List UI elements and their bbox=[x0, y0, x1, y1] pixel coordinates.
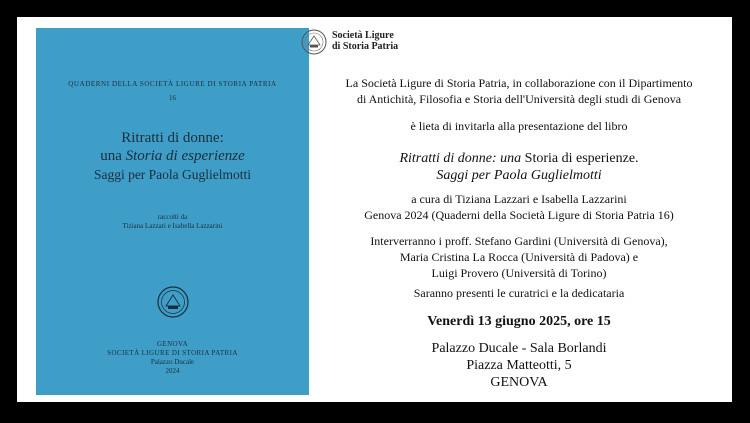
invitation-sheet bbox=[17, 17, 732, 402]
venue-line1: Palazzo Ducale - Sala Borlandi bbox=[431, 341, 607, 356]
cover-editors: Tiziana Lazzari e Isabella Lazzarini bbox=[122, 222, 223, 230]
logo-line2: di Storia Patria bbox=[332, 41, 399, 52]
book-title-italic: Ritratti di donne: una bbox=[399, 151, 522, 166]
venue-line3: GENOVA bbox=[490, 375, 548, 390]
venue-line2: Piazza Matteotti, 5 bbox=[466, 358, 572, 373]
cover-city: GENOVA bbox=[156, 340, 189, 348]
book-title bbox=[309, 150, 729, 167]
cover-seal-icon bbox=[157, 286, 189, 318]
cover-palace: Palazzo Ducale bbox=[150, 358, 195, 366]
event-date: Venerdì 13 giugno 2025, ore 15 bbox=[427, 314, 611, 329]
society-logo-text bbox=[332, 30, 398, 52]
speakers-line1: Interverranno i proff. Stefano Gardini (Università di Genova), bbox=[370, 234, 668, 248]
cover-subtitle: Saggi per Paola Guglielmotti bbox=[93, 167, 252, 182]
logo-line1: Società Ligure bbox=[332, 30, 394, 41]
book-title-plain: Storia di esperienze. bbox=[521, 151, 639, 166]
book-publication: Genova 2024 (Quaderni della Società Ligure di Storia Patria 16) bbox=[364, 208, 674, 222]
cover-year: 2024 bbox=[165, 367, 180, 375]
intro-line1: La Società Ligure di Storia Patria, in collaborazione con il Dipartimento bbox=[345, 76, 693, 90]
society-seal-icon bbox=[301, 29, 327, 55]
intro-line2: di Antichità, Filosofia e Storia dell'Università degli studi di Genova bbox=[356, 92, 682, 106]
present-line: Saranno presenti le curatrici e la dedicataria bbox=[413, 286, 625, 300]
book-subtitle: Saggi per Paola Guglielmotti bbox=[436, 168, 602, 183]
cover-society: SOCIETÀ LIGURE DI STORIA PATRIA bbox=[107, 349, 238, 357]
speakers-line3: Luigi Provero (Università di Torino) bbox=[431, 266, 607, 280]
speakers-line2: Maria Cristina La Rocca (Università di Padova) e bbox=[399, 250, 639, 264]
invite-line: è lieta di invitarla alla presentazione del libro bbox=[410, 119, 628, 133]
cover-title-italic: Storia di esperienze bbox=[125, 148, 245, 164]
cover-collected-by: raccolti da bbox=[157, 213, 188, 221]
cover-volume: 16 bbox=[169, 94, 176, 102]
cover-title-plain: una bbox=[100, 148, 126, 164]
cover-series: QUADERNI DELLA SOCIETÀ LIGURE DI STORIA PATRIA bbox=[68, 80, 277, 88]
cover-title-line2 bbox=[36, 148, 309, 165]
book-cover bbox=[36, 28, 309, 395]
cover-title: Ritratti di donne: bbox=[121, 130, 224, 146]
book-editors: a cura di Tiziana Lazzari e Isabella Lazzarini bbox=[411, 192, 627, 206]
